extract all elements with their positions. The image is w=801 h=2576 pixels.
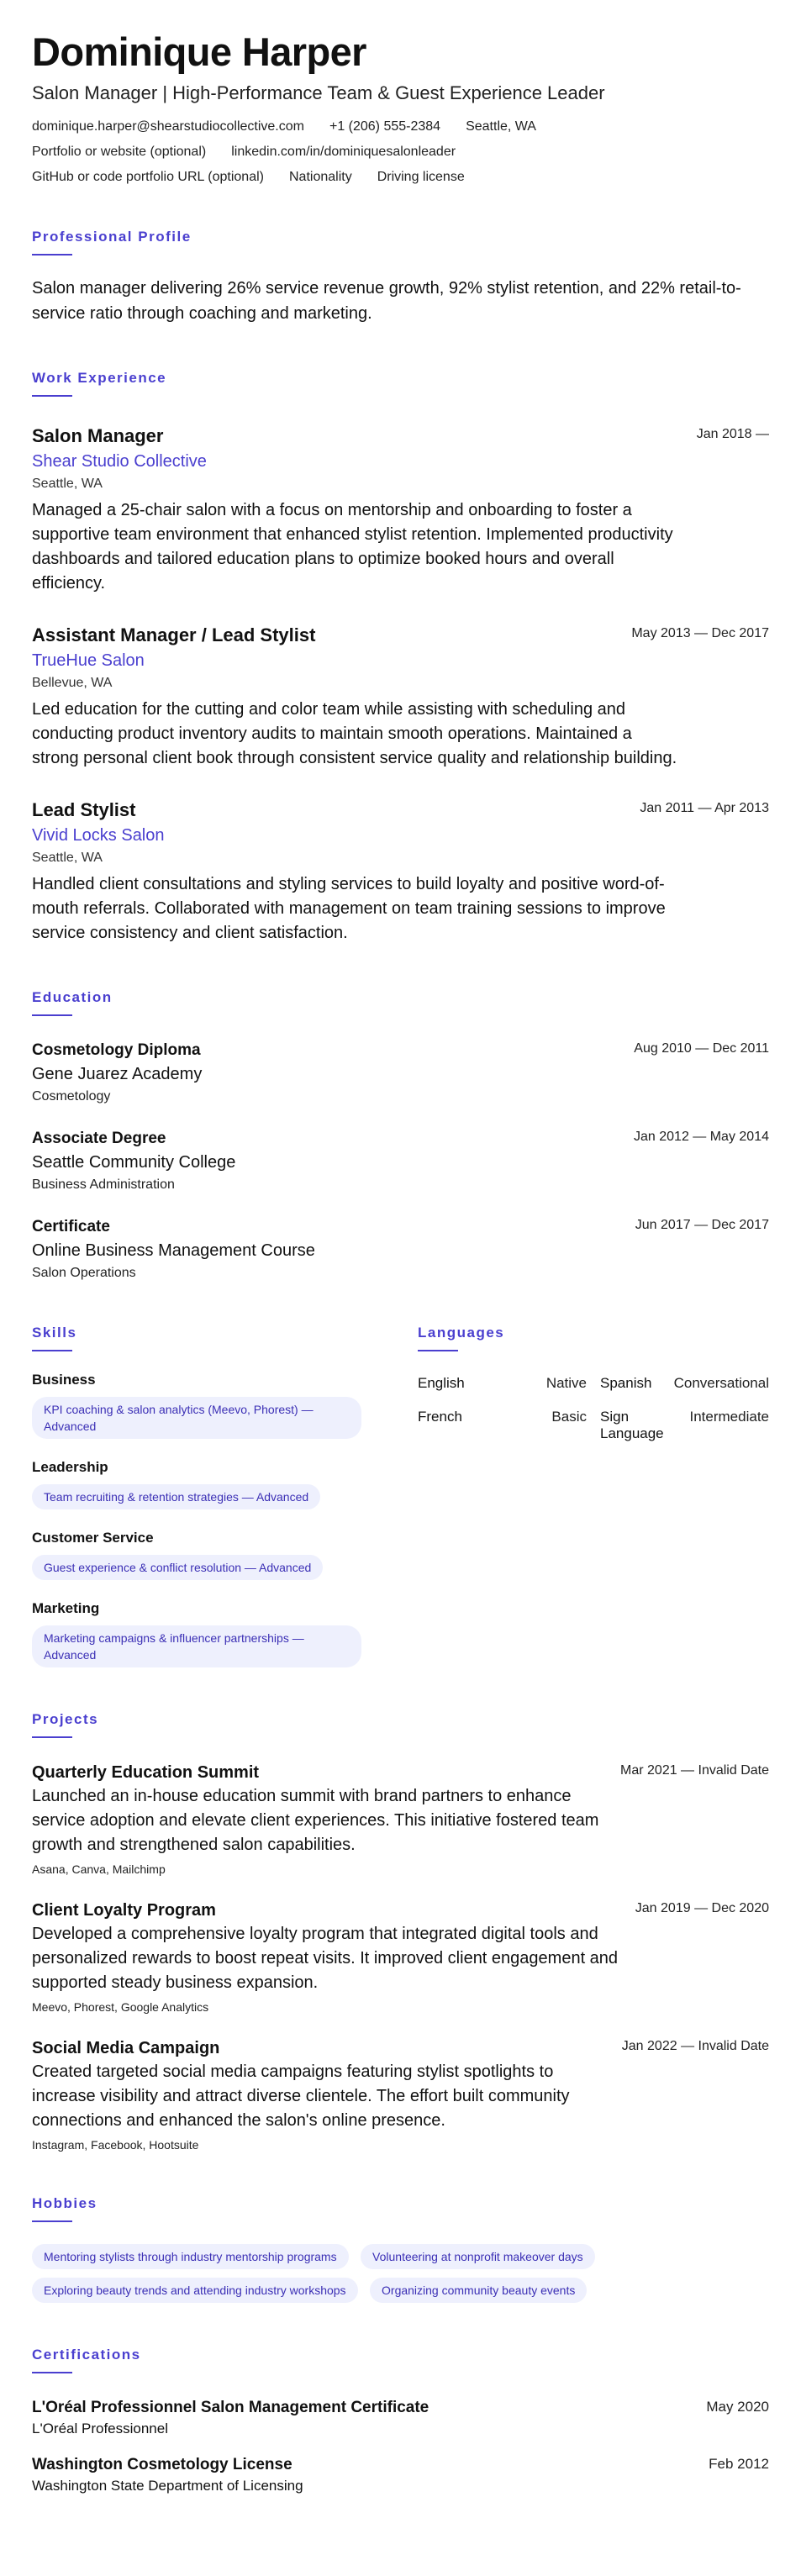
profile-summary: Salon manager delivering 26% service revenue growth, 92% stylist retention, and 22% retail-to-service ratio through coaching and marketing.: [32, 279, 741, 323]
section-title: Work Experience: [32, 370, 167, 386]
job-entry: [32, 624, 769, 771]
hobby-pill: Mentoring stylists through industry mentorship programs: [32, 2244, 349, 2269]
contact-linkedin[interactable]: linkedin.com/in/dominiquesalonleader: [231, 145, 456, 159]
job-title: Salon Manager: [32, 425, 164, 446]
language-item: [418, 1409, 587, 1442]
section-divider: [32, 1014, 72, 1016]
job-entry: [32, 799, 769, 946]
profile-section: [32, 229, 769, 326]
certifications-section: [32, 2347, 769, 2494]
education-entry: [32, 1218, 769, 1281]
section-title: Education: [32, 989, 113, 1005]
project-date: Mar 2021 — Invalid Date: [620, 1763, 769, 1778]
education-entry: [32, 1041, 769, 1104]
section-title: Projects: [32, 1711, 99, 1727]
section-title: Languages: [418, 1325, 505, 1341]
project-title: Social Media Campaign: [32, 2039, 220, 2057]
resume-header: [32, 29, 769, 185]
skill-pill: KPI coaching & salon analytics (Meevo, Phorest) — Advanced: [32, 1397, 361, 1439]
section-divider: [32, 2372, 72, 2373]
projects-section: [32, 1711, 769, 2152]
job-location: Bellevue, WA: [32, 676, 113, 690]
contact-location: Seattle, WA: [466, 119, 536, 134]
certification-name: Washington Cosmetology License: [32, 2456, 292, 2473]
project-date: Jan 2019 — Dec 2020: [635, 1901, 769, 1915]
education-degree: Associate Degree: [32, 1130, 166, 1147]
job-title: Lead Stylist: [32, 799, 136, 820]
project-date: Jan 2022 — Invalid Date: [621, 2039, 769, 2053]
section-divider: [32, 1350, 72, 1351]
certification-date: Feb 2012: [709, 2456, 769, 2472]
education-date: Jan 2012 — May 2014: [634, 1130, 769, 1144]
education-degree: Certificate: [32, 1218, 110, 1235]
language-level: Conversational: [673, 1375, 769, 1391]
hobby-pill: Exploring beauty trends and attending industry workshops: [32, 2278, 358, 2303]
education-entry: [32, 1130, 769, 1193]
job-description: Managed a 25-chair salon with a focus on mentorship and onboarding to foster a supportive team environment that enhanced stylist retention. Implemented productivity dashboards and tailored education plans to optimize booked hours and overall efficiency.: [32, 501, 673, 593]
education-school: Gene Juarez Academy: [32, 1065, 203, 1083]
hobby-pill: Organizing community beauty events: [370, 2278, 587, 2303]
job-entry: [32, 425, 769, 596]
language-item: [600, 1409, 769, 1442]
skill-category: Business: [32, 1372, 96, 1388]
job-title: Assistant Manager / Lead Stylist: [32, 624, 316, 645]
project-tools: Asana, Canva, Mailchimp: [32, 1862, 166, 1876]
job-description: Led education for the cutting and color team while assisting with scheduling and conducting product inventory audits to maintain smooth operations. Maintained a strong personal client book through consistent service quality and relationship building.: [32, 700, 677, 767]
job-date: Jan 2018 —: [696, 427, 769, 441]
hobby-pill: Volunteering at nonprofit makeover days: [361, 2244, 595, 2269]
section-divider: [418, 1350, 458, 1351]
contact-github[interactable]: GitHub or code portfolio URL (optional): [32, 170, 264, 184]
job-date: May 2013 — Dec 2017: [631, 626, 769, 640]
project-description: Launched an in-house education summit with brand partners to enhance service adoption and elevate client experiences. This initiative fostered team growth and strengthened salon capabilities.: [32, 1787, 599, 1854]
language-level: Native: [545, 1375, 587, 1391]
language-name: English: [418, 1375, 465, 1391]
project-entry: [32, 2039, 769, 2152]
job-location: Seattle, WA: [32, 477, 103, 491]
hobbies-section: [32, 2195, 769, 2303]
job-company: Vivid Locks Salon: [32, 826, 165, 845]
section-title: Skills: [32, 1325, 77, 1341]
project-entry: [32, 1901, 769, 2014]
section-divider: [32, 254, 72, 255]
language-level: Basic: [551, 1409, 587, 1425]
project-title: Client Loyalty Program: [32, 1901, 216, 1920]
languages-grid: [418, 1375, 769, 1442]
project-title: Quarterly Education Summit: [32, 1763, 260, 1782]
project-tools: Instagram, Facebook, Hootsuite: [32, 2138, 199, 2152]
language-name: Sign Language: [600, 1409, 664, 1441]
contact-row: [32, 119, 769, 134]
language-item: [418, 1375, 587, 1392]
project-description: Developed a comprehensive loyalty program that integrated digital tools and personalized rewards to boost repeat visits. It improved client engagement and supported steady business expansion.: [32, 1925, 619, 1992]
hobby-list: [32, 2236, 688, 2303]
job-location: Seattle, WA: [32, 851, 103, 865]
section-title: Hobbies: [32, 2195, 97, 2211]
job-company: Shear Studio Collective: [32, 452, 207, 471]
section-title: Certifications: [32, 2347, 141, 2363]
certification-issuer: L'Oréal Professionnel: [32, 2421, 168, 2436]
job-company: TrueHue Salon: [32, 651, 145, 670]
skill-category: Customer Service: [32, 1530, 154, 1546]
contact-email[interactable]: dominique.harper@shearstudiocollective.com: [32, 119, 304, 134]
skills-section: [32, 1325, 385, 1667]
language-item: [600, 1375, 769, 1392]
contact-phone[interactable]: +1 (206) 555-2384: [329, 119, 441, 134]
education-date: Jun 2017 — Dec 2017: [635, 1218, 769, 1232]
languages-section: [418, 1325, 769, 1667]
candidate-headline: Salon Manager | High-Performance Team & Guest Experience Leader: [32, 82, 605, 103]
education-field: Salon Operations: [32, 1266, 136, 1280]
skill-pill: Team recruiting & retention strategies — Advanced: [32, 1484, 320, 1509]
skill-pill: Guest experience & conflict resolution — Advanced: [32, 1555, 323, 1580]
certification-issuer: Washington State Department of Licensing: [32, 2478, 303, 2494]
language-name: Spanish: [600, 1375, 652, 1391]
project-tools: Meevo, Phorest, Google Analytics: [32, 2000, 209, 2014]
contact-portfolio[interactable]: Portfolio or website (optional): [32, 145, 207, 159]
experience-section: [32, 370, 769, 946]
job-date: Jan 2011 — Apr 2013: [640, 801, 769, 815]
education-field: Cosmetology: [32, 1089, 111, 1104]
certification-name: L'Oréal Professionnel Salon Management Certificate: [32, 2399, 429, 2416]
education-school: Seattle Community College: [32, 1153, 236, 1172]
language-level: Intermediate: [689, 1409, 769, 1425]
education-school: Online Business Management Course: [32, 1241, 315, 1260]
skill-group: [32, 1600, 385, 1667]
language-name: French: [418, 1409, 462, 1425]
candidate-name: Dominique Harper: [32, 29, 366, 74]
contact-nationality: Nationality: [288, 170, 352, 184]
section-title: Professional Profile: [32, 229, 192, 245]
education-date: Aug 2010 — Dec 2011: [634, 1041, 769, 1056]
section-divider: [32, 395, 72, 397]
certification-entry: [32, 2399, 769, 2437]
contact-row: [32, 145, 769, 160]
education-degree: Cosmetology Diploma: [32, 1041, 201, 1059]
skill-group: [32, 1530, 385, 1580]
education-section: [32, 989, 769, 1281]
skill-pill: Marketing campaigns & influencer partnerships — Advanced: [32, 1625, 361, 1667]
skill-category: Marketing: [32, 1600, 100, 1616]
skill-group: [32, 1459, 385, 1509]
project-entry: [32, 1763, 769, 1876]
section-divider: [32, 2220, 72, 2222]
certification-date: May 2020: [706, 2399, 769, 2415]
skill-group: [32, 1372, 385, 1439]
skill-category: Leadership: [32, 1459, 108, 1475]
contact-row: [32, 170, 769, 185]
education-field: Business Administration: [32, 1177, 175, 1192]
certification-entry: [32, 2456, 769, 2494]
skills-languages-row: [32, 1325, 769, 1667]
section-divider: [32, 1736, 72, 1738]
project-description: Created targeted social media campaigns featuring stylist spotlights to increase visibility and attract diverse clientele. The effort built community connections and enhanced the salon's online presence.: [32, 2062, 570, 2130]
contact-driving-license: Driving license: [377, 170, 465, 184]
job-description: Handled client consultations and styling services to build loyalty and positive word-of-mouth referrals. Collaborated with management on team training sessions to improve service consistency and client satisfaction.: [32, 875, 666, 942]
